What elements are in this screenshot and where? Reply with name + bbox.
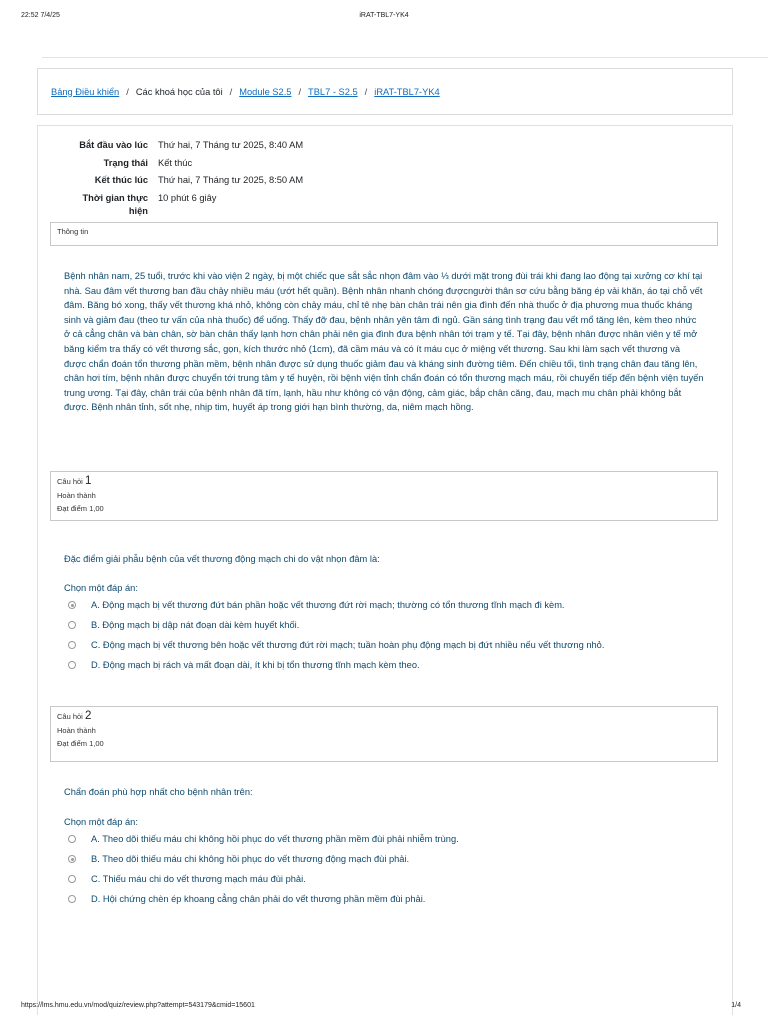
breadcrumb-separator: / — [364, 86, 368, 97]
answer-label: A. Động mạch bị vết thương đứt bán phần hoặc vết thương đứt rời mạch; thường có tổn thương tĩnh mạch đi kèm. — [91, 600, 565, 610]
question-1-prompt: Chọn một đáp án: — [64, 583, 138, 593]
duration-label-line-2: hiện — [128, 206, 148, 216]
radio-icon[interactable] — [68, 835, 76, 843]
answer-label: C. Thiếu máu chi do vết thương mạch máu đùi phải. — [91, 874, 306, 884]
completed-value: Thứ hai, 7 Tháng tư 2025, 8:50 AM — [158, 175, 304, 185]
question-number-line — [57, 710, 717, 722]
radio-icon[interactable] — [68, 875, 76, 883]
case-description: Bệnh nhân nam, 25 tuổi, trước khi vào viện 2 ngày, bị một chiếc que sắt sắc nhọn đâm vào ⅓ dưới mặt trong đùi trái khi đang lao động tại xưởng cơ khí tại nhà. Sau đâm vết thương ban đầu chảy nhiều máu (ướt hết quần). Bệnh nhân nhanh chóng đượcngười thân sơ cứu bằng băng ép vải khăn, áo tại chỗ vết đâm. Băng bó xong, thấy vết thương khá nhỏ, không còn chảy máu, chỉ tê nhẹ bàn chân trái nên gia đình đến nhà thuốc ở địa phương mua thuốc kháng sinh và giảm đau (theo tư vấn của nhà thuốc) để uống. Thấy đỡ đau, bệnh nhân yên tâm đi ngủ. Gần sáng tình trạng đau vết mổ tăng lên, kèm theo nhức ở cả cẳng chân và bàn chân, sờ bàn chân thấy lạnh hơn chân phải nên gia đình đưa bệnh nhân tới trạm y tế. Tại đây, bệnh nhân được nhân viên y tế mở băng kiểm tra thấy có vết thương sắc, gọn, kích thước nhỏ (1cm), đã cầm máu và có ít máu cục ở miệng vết thương. Sau khi làm sạch vết thương và được chẩn đoán tổn thương phần mềm, bệnh nhân được sử dụng thuốc giảm đau và kháng sinh đường tiêm. Đến chiều tối, tình trạng chân đau tăng lên, chân hơi tím, bệnh nhân được chuyển tới trung tâm y tế huyện, rồi bệnh viện tỉnh chẩn đoán có tổn thương mạch máu, rồi chuyển tiếp đến bệnh viện tuyến trung ương. Tại đây, chân trái của bệnh nhân đã tím, lạnh, hầu như không có vận động, cảm giác, bắp chân căng, đau, mạch mu chân phải không bắt được. Bệnh nhân tỉnh, sốt nhẹ, nhịp tim, huyết áp trong giới hạn bình thường, da, niêm mạch hồng. — [64, 271, 704, 413]
radio-selected-icon[interactable] — [68, 855, 76, 863]
question-number: 2 — [84, 710, 92, 722]
radio-selected-icon[interactable] — [68, 601, 76, 609]
started-value: Thứ hai, 7 Tháng tư 2025, 8:40 AM — [158, 140, 304, 150]
breadcrumb-separator: / — [298, 86, 302, 97]
question-2-answer-d[interactable] — [68, 894, 425, 904]
question-mark: Đạt điểm 1,00 — [57, 739, 104, 748]
answer-label: B. Động mạch bị dập nát đoạn dài kèm huyết khối. — [91, 620, 300, 630]
breadcrumb — [37, 68, 733, 115]
completed-label: Kết thúc lúc — [94, 175, 148, 185]
breadcrumb-dashboard[interactable]: Bảng Điều khiển — [51, 86, 120, 97]
answer-label: D. Động mạch bị rách và mất đoạn dài, ít khi bị tổn thương tĩnh mạch kèm theo. — [91, 660, 420, 670]
radio-icon[interactable] — [68, 661, 76, 669]
breadcrumb-my-courses: Các khoá học của tôi — [135, 86, 223, 97]
state-value: Kết thúc — [158, 157, 193, 168]
question-mark: Đạt điểm 1,00 — [57, 504, 104, 513]
radio-icon[interactable] — [68, 641, 76, 649]
question-status: Hoàn thành — [57, 491, 96, 500]
started-label: Bắt đầu vào lúc — [79, 140, 148, 150]
print-title: iRAT-TBL7-YK4 — [359, 12, 409, 19]
info-label: Thông tin — [57, 227, 89, 236]
question-1-info — [50, 471, 718, 521]
print-datetime: 22:52 7/4/25 — [21, 12, 60, 19]
question-2-text: Chẩn đoán phù hợp nhất cho bệnh nhân trên: — [64, 787, 253, 797]
answer-label: B. Theo dõi thiếu máu chi không hồi phục do vết thương động mạch đùi phải. — [91, 854, 410, 864]
breadcrumb-module[interactable]: Module S2.5 — [239, 86, 292, 97]
question-1-text: Đặc điểm giải phẫu bệnh của vết thương động mạch chi do vật nhọn đâm là: — [64, 554, 380, 564]
duration-value: 10 phút 6 giây — [158, 192, 217, 203]
question-2-answer-c[interactable] — [68, 874, 306, 884]
radio-icon[interactable] — [68, 621, 76, 629]
answer-label: A. Theo dõi thiếu máu chi không hồi phục do vết thương phần mềm đùi phải nhiễm trùng. — [91, 834, 459, 844]
state-label: Trạng thái — [103, 157, 148, 168]
duration-label — [37, 192, 148, 219]
radio-icon[interactable] — [68, 895, 76, 903]
breadcrumb-tbl[interactable]: TBL7 - S2.5 — [308, 86, 358, 97]
question-1-answer-b[interactable] — [68, 620, 299, 630]
page-number: 1/4 — [731, 1002, 741, 1009]
question-label: Câu hỏi — [57, 477, 83, 486]
question-2-info — [50, 706, 718, 762]
summary-row-completed — [37, 174, 733, 188]
info-box — [50, 222, 718, 246]
question-label: Câu hỏi — [57, 712, 83, 721]
question-1-answer-a[interactable] — [68, 600, 565, 610]
question-number-line — [57, 475, 717, 487]
question-2-answer-b[interactable] — [68, 854, 409, 864]
breadcrumb-separator: / — [126, 86, 129, 97]
attempt-summary — [37, 139, 733, 223]
question-status: Hoàn thành — [57, 726, 96, 735]
breadcrumb-quiz[interactable]: iRAT-TBL7-YK4 — [374, 86, 440, 97]
summary-row-state — [37, 157, 733, 171]
question-1-answer-d[interactable] — [68, 660, 420, 670]
answer-label: C. Động mạch bị vết thương bên hoặc vết thương đứt rời mạch; tuần hoàn phụ động mạch bị đứt nhiều nếu vết thương nhỏ. — [91, 640, 605, 650]
page-url: https://lms.hmu.edu.vn/mod/quiz/review.php?attempt=543179&cmid=15601 — [21, 1002, 255, 1009]
answer-label: D. Hội chứng chèn ép khoang cẳng chân phải do vết thương phần mềm đùi phải. — [91, 894, 426, 904]
header-divider — [42, 57, 768, 58]
breadcrumb-separator: / — [229, 86, 233, 97]
question-number: 1 — [84, 475, 92, 487]
summary-row-started — [37, 139, 733, 153]
question-1-answer-c[interactable] — [68, 640, 604, 650]
question-2-prompt: Chọn một đáp án: — [64, 817, 138, 827]
summary-row-duration — [37, 192, 733, 219]
question-2-answer-a[interactable] — [68, 834, 459, 844]
duration-label-line-1: Thời gian thực — [82, 192, 148, 203]
